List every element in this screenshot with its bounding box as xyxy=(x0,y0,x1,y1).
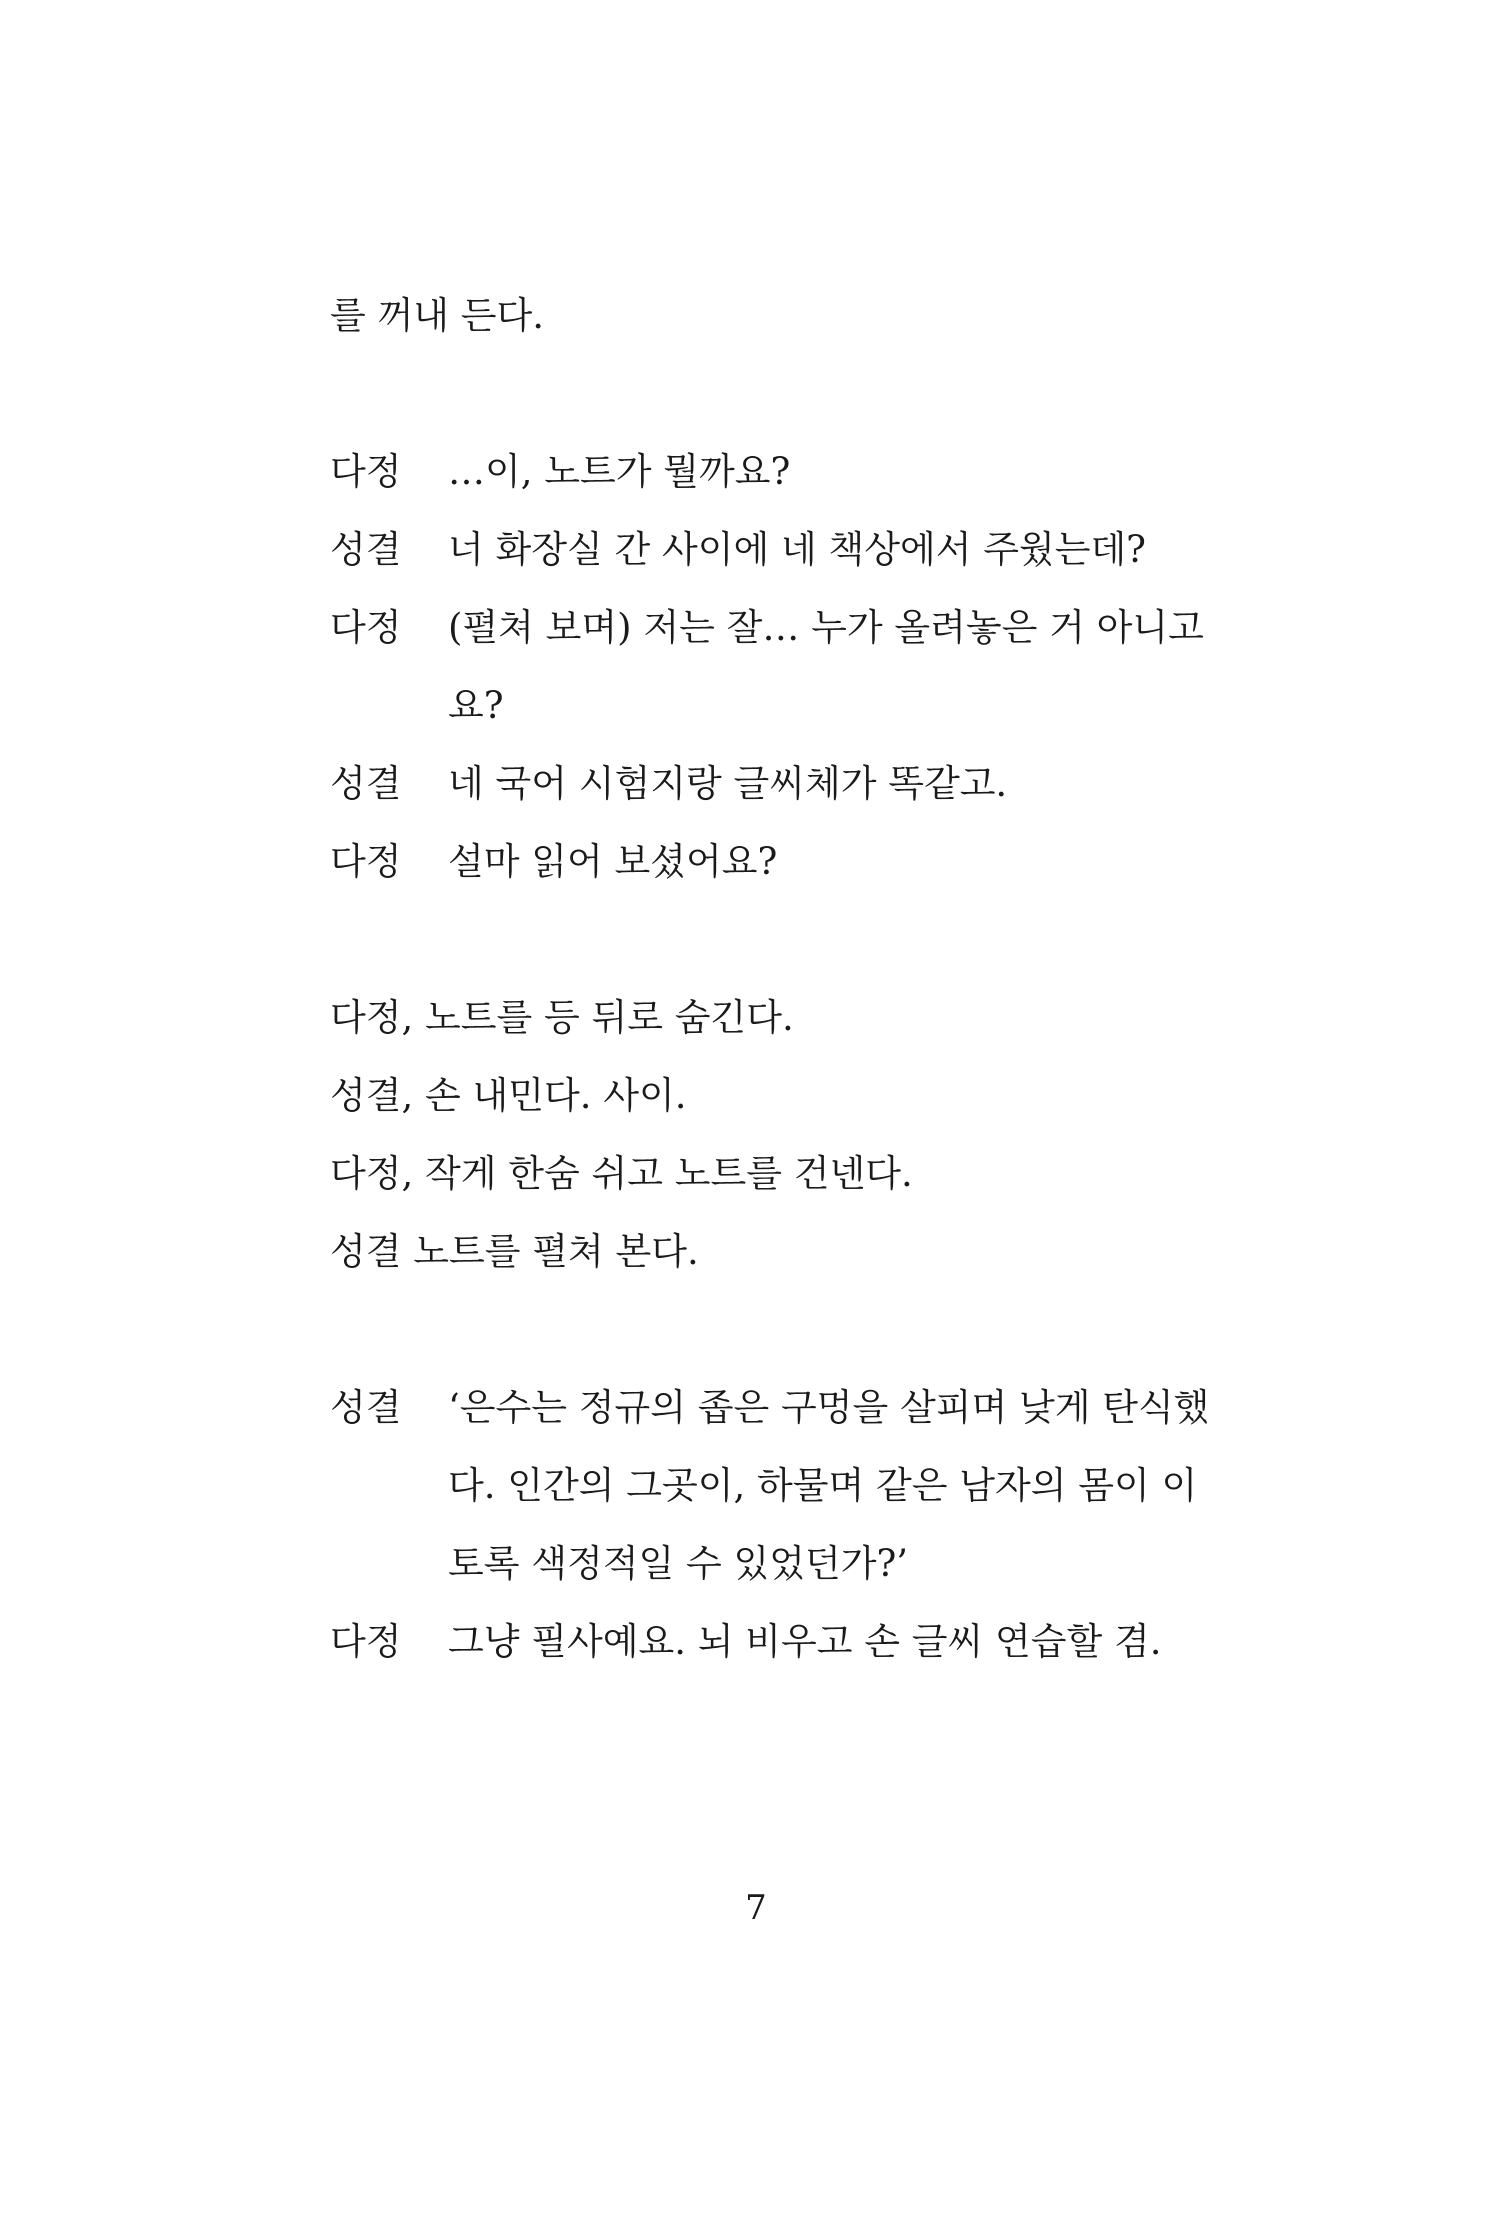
speaker-name: 다정 xyxy=(330,1620,402,1663)
stage-direction: 성결 노트를 펼쳐 본다. xyxy=(330,1230,699,1273)
speaker-name: 성결 xyxy=(330,528,402,571)
stage-direction: 다정, 노트를 등 뒤로 숨긴다. xyxy=(330,996,794,1039)
speaker-name: 성결 xyxy=(330,762,402,805)
stage-direction-intro: 를 꺼내 든다. xyxy=(330,294,544,337)
speaker-name: 다정 xyxy=(330,450,402,493)
speaker-name: 다정 xyxy=(330,840,402,883)
page-number: 7 xyxy=(745,1888,767,1928)
dialogue-text: 너 화장실 간 사이에 네 책상에서 주웠는데? xyxy=(448,528,1147,571)
stage-direction: 다정, 작게 한숨 쉬고 노트를 건넨다. xyxy=(330,1152,913,1195)
speaker-name: 다정 xyxy=(330,606,402,649)
dialogue-text: 네 국어 시험지랑 글씨체가 똑같고. xyxy=(448,762,1008,805)
stage-direction: 성결, 손 내민다. 사이. xyxy=(330,1074,687,1117)
dialogue-text: ‘은수는 정규의 좁은 구멍을 살피며 낮게 탄식했 다. 인간의 그곳이, 하물며 같은 남자의 몸이 이 토록 색정적일 수 있었던가?’ xyxy=(448,1386,1210,1585)
dialogue-text: (펼쳐 보며) 저는 잘… 누가 올려놓은 거 아니고 요? xyxy=(448,606,1204,727)
dialogue-text: …이, 노트가 뭘까요? xyxy=(448,450,791,493)
dialogue-text: 그냥 필사예요. 뇌 비우고 손 글씨 연습할 겸. xyxy=(448,1620,1162,1663)
dialogue-text: 설마 읽어 보셨어요? xyxy=(448,840,778,883)
speaker-name: 성결 xyxy=(330,1386,402,1429)
